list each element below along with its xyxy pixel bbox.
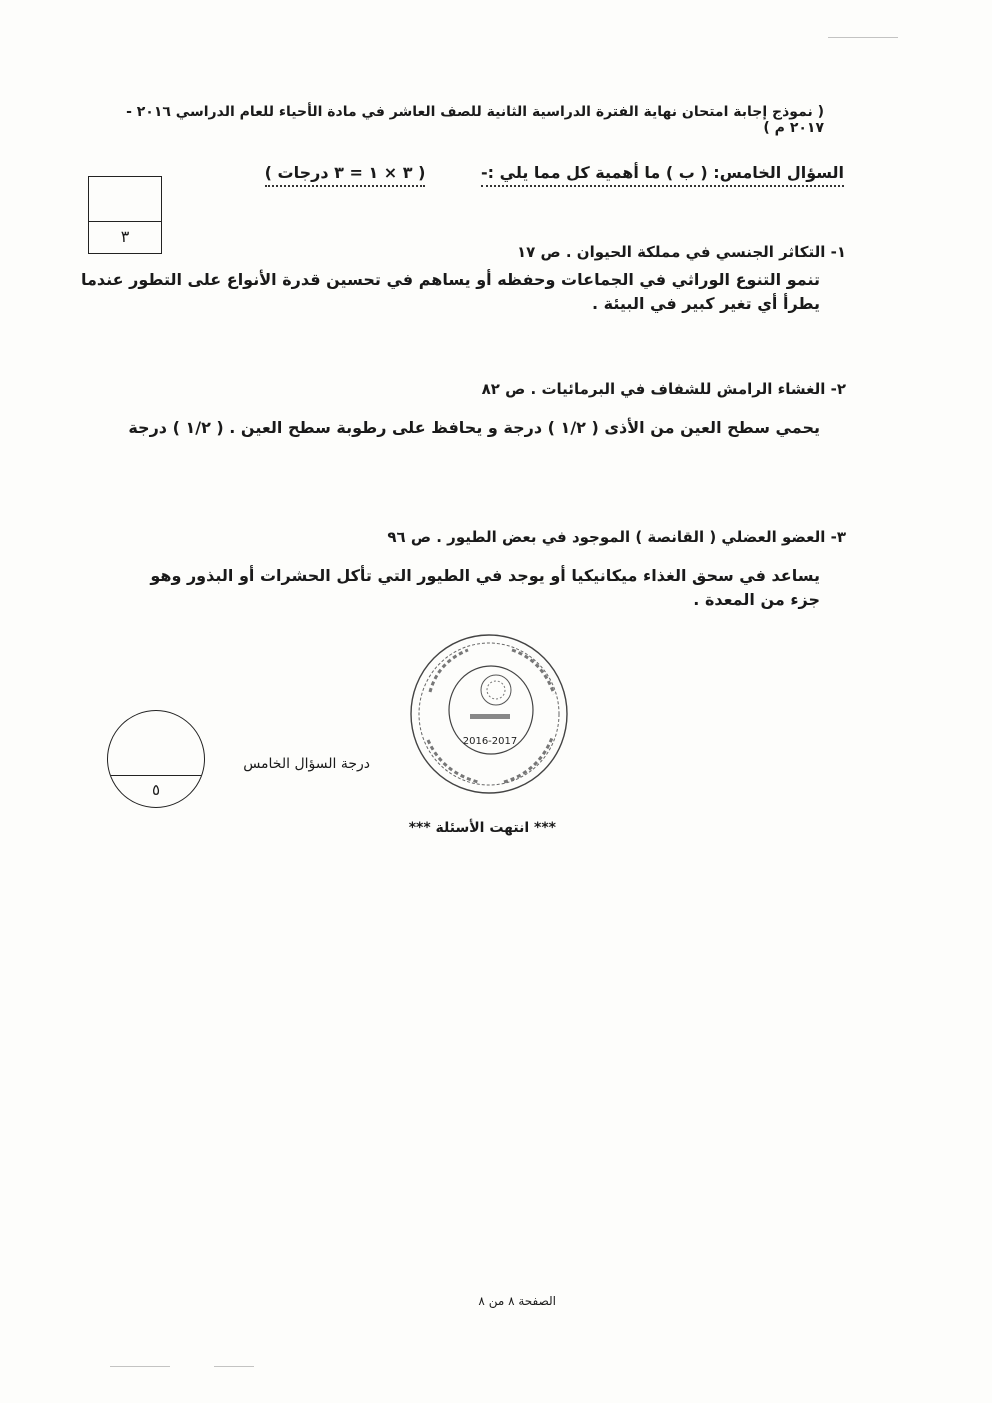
total-score-circle — [107, 710, 205, 808]
item-2-answer: يحمي سطح العين من الأذى ( ١/٢ ) درجة و يحافظ على رطوبة سطح العين . ( ١/٢ ) درجة — [128, 418, 820, 437]
question-title: السؤال الخامس: ( ب ) ما أهمية كل مما يلي :- — [481, 163, 844, 187]
total-score-value: ٥ — [151, 781, 161, 799]
item-3-title: ٣- العضو العضلي ( القانصة ) الموجود في بعض الطيور . ص ٩٦ — [387, 528, 846, 546]
document-header: ( نموذج إجابة امتحان نهاية الفترة الدراسية الثانية للصف العاشر في مادة الأحياء للعام الدراسي ٢٠١٦ - ٢٠١٧ م ) — [126, 104, 824, 136]
page-footer: الصفحة ٨ من ٨ — [478, 1294, 556, 1308]
question-marks: ( ٣ × ١ = ٣ درجات ) — [265, 163, 426, 187]
question-heading — [265, 163, 844, 182]
score-box-value: ٣ — [120, 227, 130, 246]
scan-artifact — [214, 1366, 254, 1367]
item-3-answer: يساعد في سحق الغذاء ميكانيكيا أو يوجد في الطيور التي تأكل الحشرات أو البذور وهو جزء من المعدة . — [150, 566, 820, 609]
total-score-label: درجة السؤال الخامس — [243, 756, 370, 772]
item-1-answer: تنمو التنوع الوراثي في الجماعات وحفظه أو يساهم في تحسين قدرة الأنواع على التطور عندما يطرأ أي تغير كبير في البيئة . — [80, 270, 820, 313]
total-score-divider — [108, 775, 204, 776]
item-1-title: ١- التكاثر الجنسي في مملكة الحيوان . ص ١٧ — [516, 243, 846, 261]
official-stamp — [408, 632, 570, 796]
scan-artifact — [828, 37, 898, 38]
stamp-year: 2016-2017 — [462, 736, 518, 747]
score-box-divider — [89, 221, 161, 222]
score-box — [88, 176, 162, 254]
end-of-questions: *** انتهت الأسئلة *** — [408, 820, 556, 836]
item-2-title: ٢- الغشاء الرامش للشفاف في البرمائيات . ص ٨٢ — [481, 380, 846, 398]
scan-artifact — [110, 1366, 170, 1367]
